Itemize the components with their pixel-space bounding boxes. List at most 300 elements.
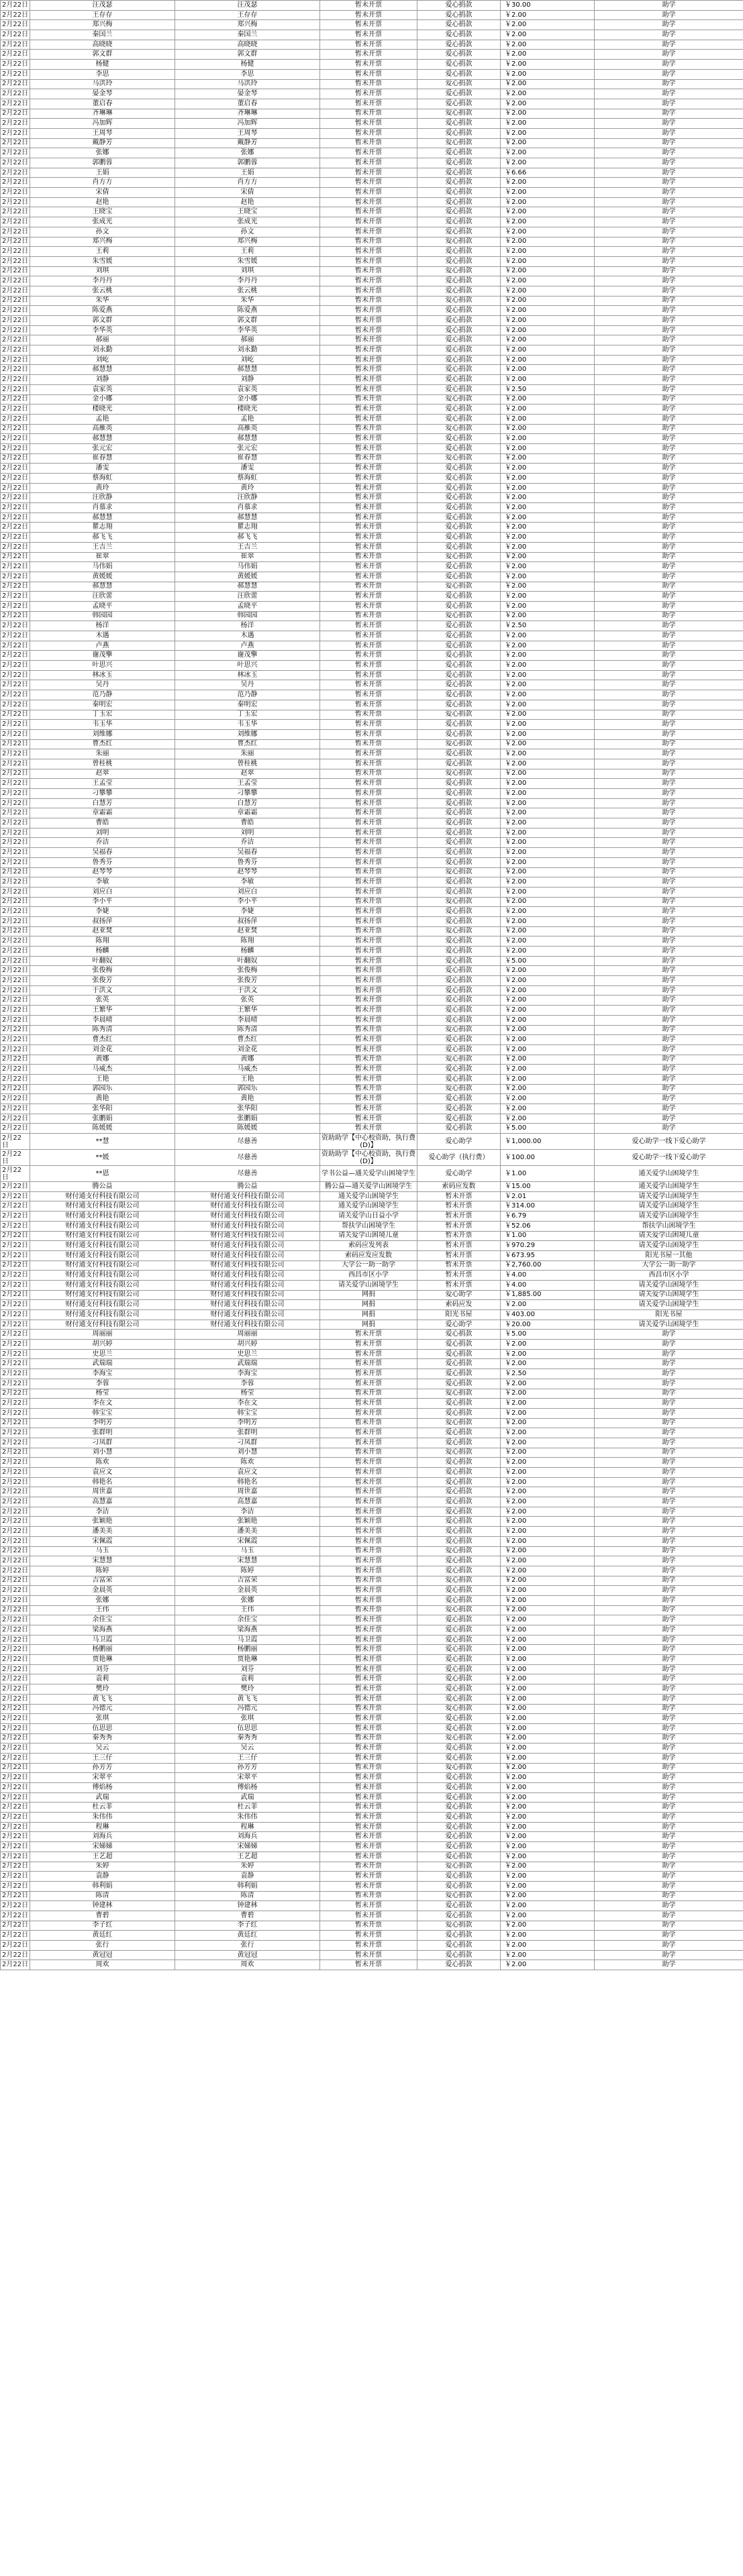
project-cell: 助学 [595, 1428, 743, 1438]
recipient-cell: 黄艳 [175, 1094, 320, 1104]
recipient-cell: 财付通支付科技有限公司 [175, 1231, 320, 1241]
category-cell: 爱心助学 [417, 1134, 501, 1150]
date-cell: 2月22日 [1, 976, 30, 986]
amount-cell: ￥2.00 [501, 1842, 595, 1852]
category-cell: 爱心捐款 [417, 769, 501, 779]
category-cell: 爱心捐款 [417, 316, 501, 326]
donor-cell: 韦玉华 [30, 720, 175, 730]
table-row [1, 1055, 743, 1065]
recipient-cell: 马伟娟 [175, 562, 320, 572]
category-cell: 爱心捐款 [417, 661, 501, 671]
receipt-cell: 暂未开票 [320, 1389, 417, 1399]
project-cell: 助学 [595, 1872, 743, 1882]
receipt-cell: 暂未开票 [320, 661, 417, 671]
receipt-cell: 暂未开票 [320, 197, 417, 207]
date-cell: 2月22日 [1, 867, 30, 877]
table-row [1, 582, 743, 592]
receipt-cell: 暂未开票 [320, 1881, 417, 1891]
date-cell: 2月22日 [1, 729, 30, 739]
table-row [1, 1566, 743, 1576]
table-row [1, 207, 743, 217]
table-row [1, 20, 743, 30]
receipt-cell: 大学公一助一助学 [320, 1260, 417, 1271]
amount-cell: ￥2.00 [501, 197, 595, 207]
receipt-cell: 暂未开票 [320, 1074, 417, 1084]
amount-cell: ￥2.50 [501, 621, 595, 631]
amount-cell: ￥2.00 [501, 1084, 595, 1094]
table-row [1, 1015, 743, 1025]
date-cell: 2月22日 [1, 887, 30, 897]
category-cell: 爱心捐款 [417, 1645, 501, 1655]
donor-cell: 杨莹 [30, 1389, 175, 1399]
project-cell: 助学 [595, 631, 743, 641]
donor-cell: 宋慧慧 [30, 1556, 175, 1566]
receipt-cell: 暂未开票 [320, 572, 417, 582]
amount-cell: ￥20.00 [501, 1320, 595, 1330]
project-cell: 助学 [595, 1813, 743, 1823]
date-cell: 2月22日 [1, 1428, 30, 1438]
amount-cell: ￥403.00 [501, 1310, 595, 1320]
table-row [1, 1763, 743, 1773]
receipt-cell: 暂未开票 [320, 828, 417, 838]
category-cell: 爱心捐款 [417, 700, 501, 710]
table-row [1, 1733, 743, 1743]
project-cell: 助学 [595, 306, 743, 316]
receipt-cell: 暂未开票 [320, 119, 417, 129]
receipt-cell: 资助助学【中心校资助，执行费(D)】 [320, 1134, 417, 1150]
category-cell: 爱心捐款 [417, 1369, 501, 1379]
recipient-cell: 朱丽 [175, 749, 320, 759]
date-cell: 2月22日 [1, 1182, 30, 1192]
receipt-cell: 暂未开票 [320, 1822, 417, 1832]
category-cell: 爱心捐款 [417, 60, 501, 70]
donor-cell: 朱伟伟 [30, 1813, 175, 1823]
recipient-cell: 袁莉 [175, 1674, 320, 1684]
receipt-cell: 暂未开票 [320, 1743, 417, 1754]
amount-cell: ￥2.00 [501, 1881, 595, 1891]
project-cell: 助学 [595, 887, 743, 897]
donor-cell: 冯加辉 [30, 119, 175, 129]
recipient-cell: 汪欣静 [175, 493, 320, 503]
table-row [1, 838, 743, 848]
donor-cell: 李蓉 [30, 1379, 175, 1389]
receipt-cell: 暂未开票 [320, 10, 417, 20]
category-cell: 爱心捐款 [417, 1487, 501, 1497]
receipt-cell: 暂未开票 [320, 60, 417, 70]
date-cell: 2月22日 [1, 661, 30, 671]
project-cell: 助学 [595, 443, 743, 453]
table-row [1, 1536, 743, 1546]
table-row [1, 1684, 743, 1695]
table-row [1, 1418, 743, 1428]
project-cell: 助学 [595, 197, 743, 207]
recipient-cell: 宋翠平 [175, 1773, 320, 1783]
date-cell: 2月22日 [1, 138, 30, 148]
donor-cell: 杜云菲 [30, 1803, 175, 1813]
project-cell: 助学 [595, 1566, 743, 1576]
amount-cell: ￥2.00 [501, 79, 595, 89]
receipt-cell: 暂未开票 [320, 1851, 417, 1862]
amount-cell: ￥2.00 [501, 1960, 595, 1970]
amount-cell: ￥2.00 [501, 1055, 595, 1065]
date-cell: 2月22日 [1, 947, 30, 957]
project-cell: 助学 [595, 119, 743, 129]
amount-cell: ￥2.00 [501, 40, 595, 50]
recipient-cell: 赵艳 [175, 197, 320, 207]
receipt-cell: 暂未开票 [320, 1911, 417, 1921]
table-row [1, 1881, 743, 1891]
recipient-cell: 朱伟伟 [175, 1813, 320, 1823]
receipt-cell: 暂未开票 [320, 384, 417, 394]
recipient-cell: 刘明 [175, 828, 320, 838]
category-cell: 爱心捐款 [417, 1330, 501, 1340]
amount-cell: ￥2.00 [501, 1015, 595, 1025]
date-cell: 2月22日 [1, 493, 30, 503]
donor-cell: 张英 [30, 996, 175, 1006]
recipient-cell: 刘应白 [175, 887, 320, 897]
receipt-cell: 暂未开票 [320, 680, 417, 690]
receipt-cell: 暂未开票 [320, 621, 417, 631]
date-cell: 2月22日 [1, 158, 30, 168]
project-cell: 助学 [595, 325, 743, 335]
donor-cell: 马威杰 [30, 1065, 175, 1075]
recipient-cell: 李海宝 [175, 1369, 320, 1379]
project-cell: 助学 [595, 916, 743, 926]
category-cell: 爱心捐款 [417, 1035, 501, 1045]
category-cell: 爱心捐款 [417, 572, 501, 582]
date-cell: 2月22日 [1, 1290, 30, 1300]
project-cell: 助学 [595, 10, 743, 20]
amount-cell: ￥2.00 [501, 178, 595, 188]
amount-cell: ￥2.00 [501, 493, 595, 503]
project-cell: 助学 [595, 424, 743, 434]
date-cell: 2月22日 [1, 1271, 30, 1281]
date-cell: 2月22日 [1, 1349, 30, 1359]
receipt-cell: 暂未开票 [320, 1674, 417, 1684]
receipt-cell: 暂未开票 [320, 1783, 417, 1793]
donor-cell: 郝慧慧 [30, 582, 175, 592]
amount-cell: ￥2.50 [501, 384, 595, 394]
amount-cell: ￥2.00 [501, 887, 595, 897]
recipient-cell: 周欢 [175, 1960, 320, 1970]
project-cell: 助学 [595, 867, 743, 877]
receipt-cell: 暂未开票 [320, 1635, 417, 1645]
receipt-cell: 暂未开票 [320, 818, 417, 828]
project-cell: 助学 [595, 1418, 743, 1428]
receipt-cell: 暂未开票 [320, 148, 417, 158]
date-cell: 2月22日 [1, 483, 30, 493]
recipient-cell: 财付通支付科技有限公司 [175, 1191, 320, 1201]
recipient-cell: 李婕 [175, 907, 320, 917]
table-row [1, 306, 743, 316]
donor-cell: 陈秀清 [30, 1025, 175, 1035]
donor-cell: 财付通支付科技有限公司 [30, 1280, 175, 1290]
category-cell: 爱心捐款 [417, 985, 501, 996]
donor-cell: 杨健 [30, 60, 175, 70]
recipient-cell: 吉富荣 [175, 1576, 320, 1586]
project-cell: 助学 [595, 1605, 743, 1615]
receipt-cell: 暂未开票 [320, 700, 417, 710]
table-row [1, 710, 743, 720]
receipt-cell: 暂未开票 [320, 158, 417, 168]
project-cell: 助学 [595, 30, 743, 40]
project-cell: 助学 [595, 1655, 743, 1665]
recipient-cell: 瞿志翔 [175, 523, 320, 533]
amount-cell: ￥2.00 [501, 1872, 595, 1882]
recipient-cell: 李晨晴 [175, 1015, 320, 1025]
project-cell: 通关爱学山困境学生 [595, 1166, 743, 1182]
amount-cell: ￥2.00 [501, 1468, 595, 1478]
receipt-cell: 暂未开票 [320, 79, 417, 89]
date-cell: 2月22日 [1, 789, 30, 799]
recipient-cell: 张云桃 [175, 286, 320, 296]
project-cell: 助学 [595, 384, 743, 394]
date-cell: 2月22日 [1, 857, 30, 867]
amount-cell: ￥2.00 [501, 286, 595, 296]
table-row [1, 1950, 743, 1960]
date-cell: 2月22日 [1, 453, 30, 464]
donor-cell: 宋佩霞 [30, 1536, 175, 1546]
project-cell: 助学 [595, 1025, 743, 1035]
table-row [1, 99, 743, 109]
receipt-cell: 暂未开票 [320, 926, 417, 936]
category-cell: 爱心捐款 [417, 50, 501, 60]
category-cell: 爱心捐款 [417, 453, 501, 464]
amount-cell: ￥2.00 [501, 483, 595, 493]
receipt-cell: 暂未开票 [320, 996, 417, 1006]
receipt-cell: 暂未开票 [320, 552, 417, 562]
amount-cell: ￥2.00 [501, 1517, 595, 1527]
table-row [1, 1645, 743, 1655]
recipient-cell: 叶翻奴 [175, 956, 320, 966]
recipient-cell: 陈清 [175, 1891, 320, 1901]
category-cell: 爱心捐款 [417, 1, 501, 11]
category-cell: 爱心捐款 [417, 641, 501, 651]
project-cell: 助学 [595, 1921, 743, 1931]
project-cell: 助学 [595, 1792, 743, 1803]
recipient-cell: 张俊梅 [175, 966, 320, 976]
date-cell: 2月22日 [1, 1231, 30, 1241]
project-cell: 请关爱学山困境学生 [595, 1201, 743, 1212]
category-cell: 爱心捐款 [417, 197, 501, 207]
table-row [1, 1006, 743, 1016]
donor-cell: 周世嘉 [30, 1487, 175, 1497]
date-cell: 2月22日 [1, 1566, 30, 1576]
amount-cell: ￥2.00 [501, 523, 595, 533]
date-cell: 2月22日 [1, 424, 30, 434]
date-cell: 2月22日 [1, 1645, 30, 1655]
category-cell: 爱心捐款 [417, 1950, 501, 1960]
category-cell: 爱心捐款 [417, 1842, 501, 1852]
receipt-cell: 暂未开票 [320, 1664, 417, 1674]
category-cell: 爱心捐款 [417, 1044, 501, 1055]
donor-cell: 马洪玲 [30, 79, 175, 89]
table-row [1, 818, 743, 828]
receipt-cell: 暂未开票 [320, 1379, 417, 1389]
amount-cell: ￥1.00 [501, 1231, 595, 1241]
donor-cell: 王繁华 [30, 1006, 175, 1016]
project-cell: 助学 [595, 207, 743, 217]
table-row [1, 119, 743, 129]
project-cell: 助学 [595, 493, 743, 503]
project-cell: 助学 [595, 148, 743, 158]
table-row [1, 1674, 743, 1684]
table-row [1, 690, 743, 700]
amount-cell: ￥2.00 [501, 1399, 595, 1409]
project-cell: 助学 [595, 1015, 743, 1025]
date-cell: 2月22日 [1, 631, 30, 641]
date-cell: 2月22日 [1, 1006, 30, 1016]
table-row [1, 887, 743, 897]
project-cell: 助学 [595, 1084, 743, 1094]
category-cell: 爱心捐款 [417, 1792, 501, 1803]
donor-cell: 李敏 [30, 877, 175, 888]
receipt-cell: 暂未开票 [320, 266, 417, 276]
table-row [1, 1044, 743, 1055]
category-cell: 爱心捐款 [417, 1065, 501, 1075]
date-cell: 2月22日 [1, 1310, 30, 1320]
recipient-cell: 马卫霞 [175, 1635, 320, 1645]
category-cell: 爱心捐款 [417, 158, 501, 168]
project-cell: 助学 [595, 1625, 743, 1635]
project-cell: 请关爱学山困境学生 [595, 1280, 743, 1290]
recipient-cell: 孟晓平 [175, 601, 320, 611]
recipient-cell: 黄冠冠 [175, 1950, 320, 1960]
date-cell: 2月22日 [1, 1320, 30, 1330]
donor-cell: 李在文 [30, 1399, 175, 1409]
donor-cell: 财付通支付科技有限公司 [30, 1310, 175, 1320]
date-cell: 2月22日 [1, 996, 30, 1006]
project-cell: 请关爱学山困境学生 [595, 1191, 743, 1201]
project-cell: 助学 [595, 818, 743, 828]
category-cell: 暂未开票 [417, 1260, 501, 1271]
date-cell: 2月22日 [1, 936, 30, 947]
project-cell: 阳光书屋一其他 [595, 1250, 743, 1260]
receipt-cell: 暂未开票 [320, 1399, 417, 1409]
category-cell: 爱心捐款 [417, 1399, 501, 1409]
receipt-cell: 索码应发列表 [320, 1241, 417, 1251]
project-cell: 助学 [595, 769, 743, 779]
category-cell: 爱心捐款 [417, 1803, 501, 1813]
category-cell: 爱心捐款 [417, 1104, 501, 1114]
recipient-cell: 高慧嘉 [175, 1497, 320, 1507]
recipient-cell: 朱雪媛 [175, 256, 320, 266]
receipt-cell: 暂未开票 [320, 897, 417, 907]
project-cell: 助学 [595, 1359, 743, 1369]
project-cell: 助学 [595, 1448, 743, 1458]
recipient-cell: 陈婷 [175, 1566, 320, 1576]
recipient-cell: 戴静芳 [175, 138, 320, 148]
amount-cell: ￥4.00 [501, 1271, 595, 1281]
category-cell: 爱心捐款 [417, 1074, 501, 1084]
category-cell: 爱心捐款 [417, 443, 501, 453]
project-cell: 助学 [595, 178, 743, 188]
table-row [1, 1320, 743, 1330]
project-cell: 助学 [595, 1124, 743, 1134]
table-row [1, 1517, 743, 1527]
recipient-cell: 吴丹 [175, 680, 320, 690]
amount-cell: ￥2.00 [501, 1104, 595, 1114]
date-cell: 2月22日 [1, 1803, 30, 1813]
category-cell: 爱心捐款 [417, 759, 501, 769]
receipt-cell: 暂未开票 [320, 1448, 417, 1458]
amount-cell: ￥2.00 [501, 424, 595, 434]
category-cell: 爱心捐款 [417, 1872, 501, 1882]
table-row [1, 443, 743, 453]
amount-cell: ￥2.00 [501, 1487, 595, 1497]
project-cell: 助学 [595, 808, 743, 818]
project-cell: 助学 [595, 217, 743, 227]
amount-cell: ￥2.00 [501, 443, 595, 453]
recipient-cell: 王伟 [175, 1605, 320, 1615]
date-cell: 2月22日 [1, 256, 30, 266]
recipient-cell: 财付通支付科技有限公司 [175, 1300, 320, 1310]
table-row [1, 936, 743, 947]
date-cell: 2月22日 [1, 1576, 30, 1586]
recipient-cell: 袁应文 [175, 1468, 320, 1478]
receipt-cell: 暂未开票 [320, 857, 417, 867]
category-cell: 爱心捐款 [417, 966, 501, 976]
table-row [1, 1438, 743, 1448]
amount-cell: ￥2.00 [501, 592, 595, 602]
receipt-cell: 暂未开票 [320, 1468, 417, 1478]
recipient-cell: 白慧芳 [175, 798, 320, 808]
table-row [1, 266, 743, 276]
receipt-cell: 暂未开票 [320, 848, 417, 858]
amount-cell: ￥2.00 [501, 1743, 595, 1754]
donor-cell: 财付通支付科技有限公司 [30, 1320, 175, 1330]
date-cell: 2月22日 [1, 345, 30, 356]
receipt-cell: 暂未开票 [320, 690, 417, 700]
table-row [1, 1250, 743, 1260]
date-cell: 2月22日 [1, 1191, 30, 1201]
receipt-cell: 暂未开票 [320, 1084, 417, 1094]
recipient-cell: 钟建林 [175, 1901, 320, 1911]
date-cell: 2月22日 [1, 1497, 30, 1507]
receipt-cell: 暂未开票 [320, 138, 417, 148]
recipient-cell: 韩宝宝 [175, 1408, 320, 1418]
category-cell: 爱心捐款 [417, 168, 501, 178]
receipt-cell: 暂未开票 [320, 405, 417, 415]
amount-cell: ￥6.66 [501, 168, 595, 178]
date-cell: 2月22日 [1, 907, 30, 917]
receipt-cell: 暂未开票 [320, 562, 417, 572]
receipt-cell: 暂未开票 [320, 985, 417, 996]
recipient-cell: 张群明 [175, 1428, 320, 1438]
category-cell: 爱心捐款 [417, 1704, 501, 1714]
project-cell: 助学 [595, 365, 743, 375]
category-cell: 爱心捐款 [417, 680, 501, 690]
category-cell: 爱心助学（执行费） [417, 1150, 501, 1166]
table-row [1, 552, 743, 562]
date-cell: 2月22日 [1, 1684, 30, 1695]
receipt-cell: 暂未开票 [320, 1487, 417, 1497]
amount-cell: ￥2.00 [501, 1458, 595, 1468]
date-cell: 2月22日 [1, 916, 30, 926]
recipient-cell: 刘静 [175, 375, 320, 385]
receipt-cell: 暂未开票 [320, 483, 417, 493]
recipient-cell: 刘海兵 [175, 1832, 320, 1842]
donor-cell: 郝丽 [30, 335, 175, 345]
donor-cell: 赵翠 [30, 769, 175, 779]
date-cell: 2月22日 [1, 119, 30, 129]
project-cell: 助学 [595, 1743, 743, 1754]
date-cell: 2月22日 [1, 1389, 30, 1399]
recipient-cell: 梁海燕 [175, 1625, 320, 1635]
receipt-cell: 暂未开票 [320, 355, 417, 365]
donor-cell: 李海宝 [30, 1369, 175, 1379]
receipt-cell: 暂未开票 [320, 89, 417, 99]
